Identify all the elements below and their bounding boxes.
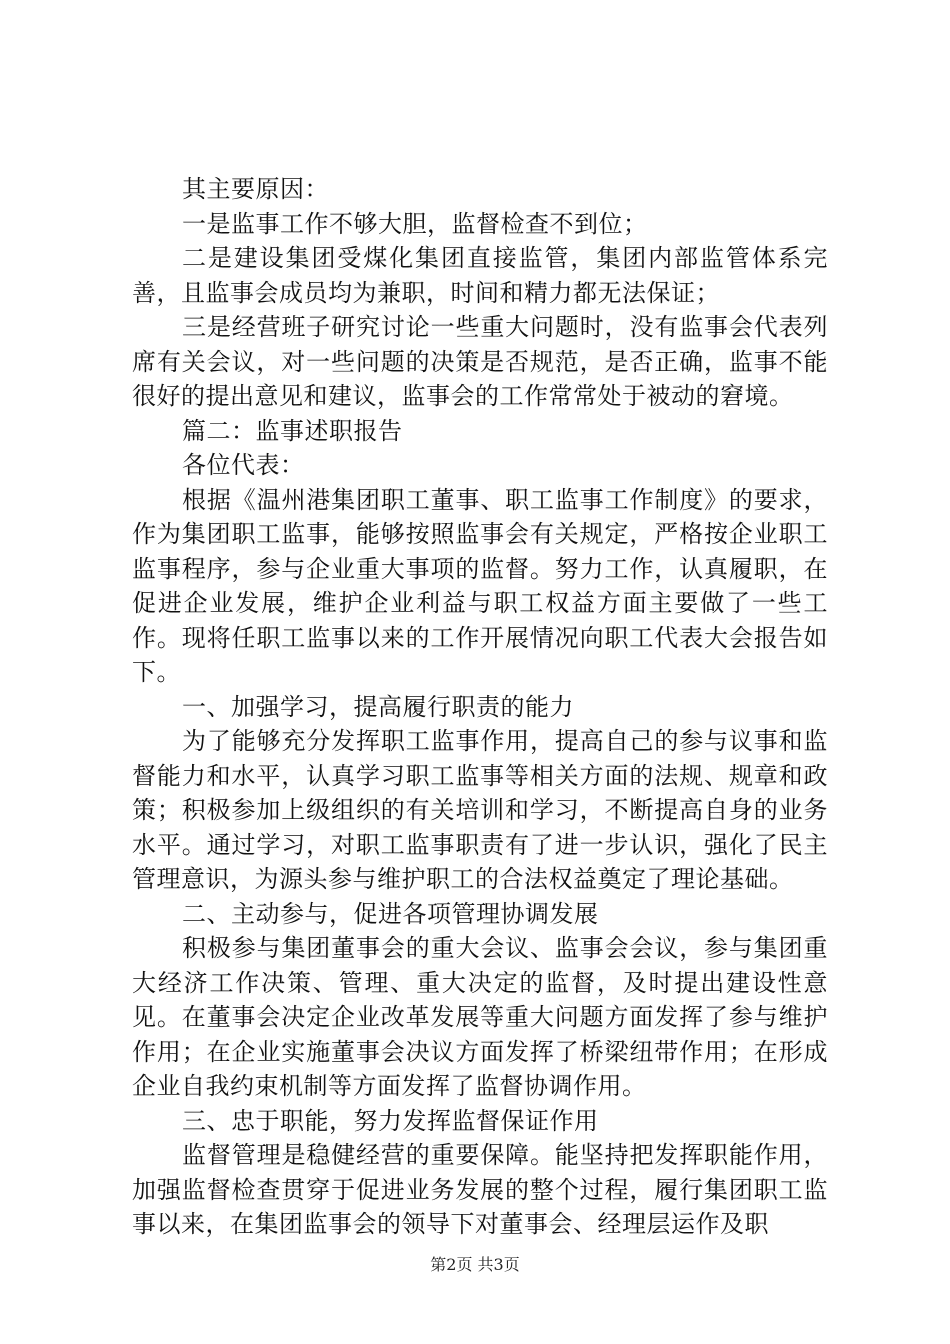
paragraph: 积极参与集团董事会的重大会议、监事会会议，参与集团重大经济工作决策、管理、重大决定的监督，及时提出建设性意见。在董事会决定企业改革发展等重大问题方面发挥了参与维护作用；在企业实施董事会决议方面发挥了桥梁纽带作用；在形成企业自我约束机制等方面发挥了监督协调作用。 (132, 934, 828, 1100)
paragraph: 三是经营班子研究讨论一些重大问题时，没有监事会代表列席有关会议，对一些问题的决策是否规范，是否正确，监事不能很好的提出意见和建议，监事会的工作常常处于被动的窘境。 (132, 313, 828, 410)
section-heading: 二、主动参与，促进各项管理协调发展 (182, 899, 599, 928)
section-title: 篇二：监事述职报告 (182, 416, 403, 445)
salutation: 各位代表： (182, 451, 305, 479)
document-body (132, 172, 828, 1242)
paragraph: 一是监事工作不够大胆，监督检查不到位； (182, 209, 648, 238)
section-heading: 三、忠于职能，努力发挥监督保证作用 (182, 1106, 599, 1135)
page-number-footer: 第2页 共3页 (430, 1255, 520, 1274)
paragraph: 为了能够充分发挥职工监事作用，提高自己的参与议事和监督能力和水平，认真学习职工监事等相关方面的法规、规章和政策；积极参加上级组织的有关培训和学习，不断提高自身的业务水平。通过学习，对职工监事职责有了进一步认识，强化了民主管理意识，为源头参与维护职工的合法权益奠定了理论基础。 (132, 727, 828, 893)
paragraph: 根据《温州港集团职工董事、职工监事工作制度》的要求，作为集团职工监事，能够按照监事会有关规定，严格按企业职工监事程序，参与企业重大事项的监督。努力工作，认真履职，在促进企业发展，维护企业利益与职工权益方面主要做了一些工作。现将任职工监事以来的工作开展情况向职工代表大会报告如下。 (132, 485, 828, 686)
section-heading: 一、加强学习，提高履行职责的能力 (182, 692, 574, 721)
paragraph: 二是建设集团受煤化集团直接监管，集团内部监管体系完善，且监事会成员均为兼职，时间和精力都无法保证； (132, 244, 828, 307)
paragraph: 监督管理是稳健经营的重要保障。能坚持把发挥职能作用，加强监督检查贯穿于促进业务发展的整个过程，履行集团职工监事以来，在集团监事会的领导下对董事会、经理层运作及职 (132, 1141, 828, 1238)
paragraph: 其主要原因： (182, 175, 329, 203)
